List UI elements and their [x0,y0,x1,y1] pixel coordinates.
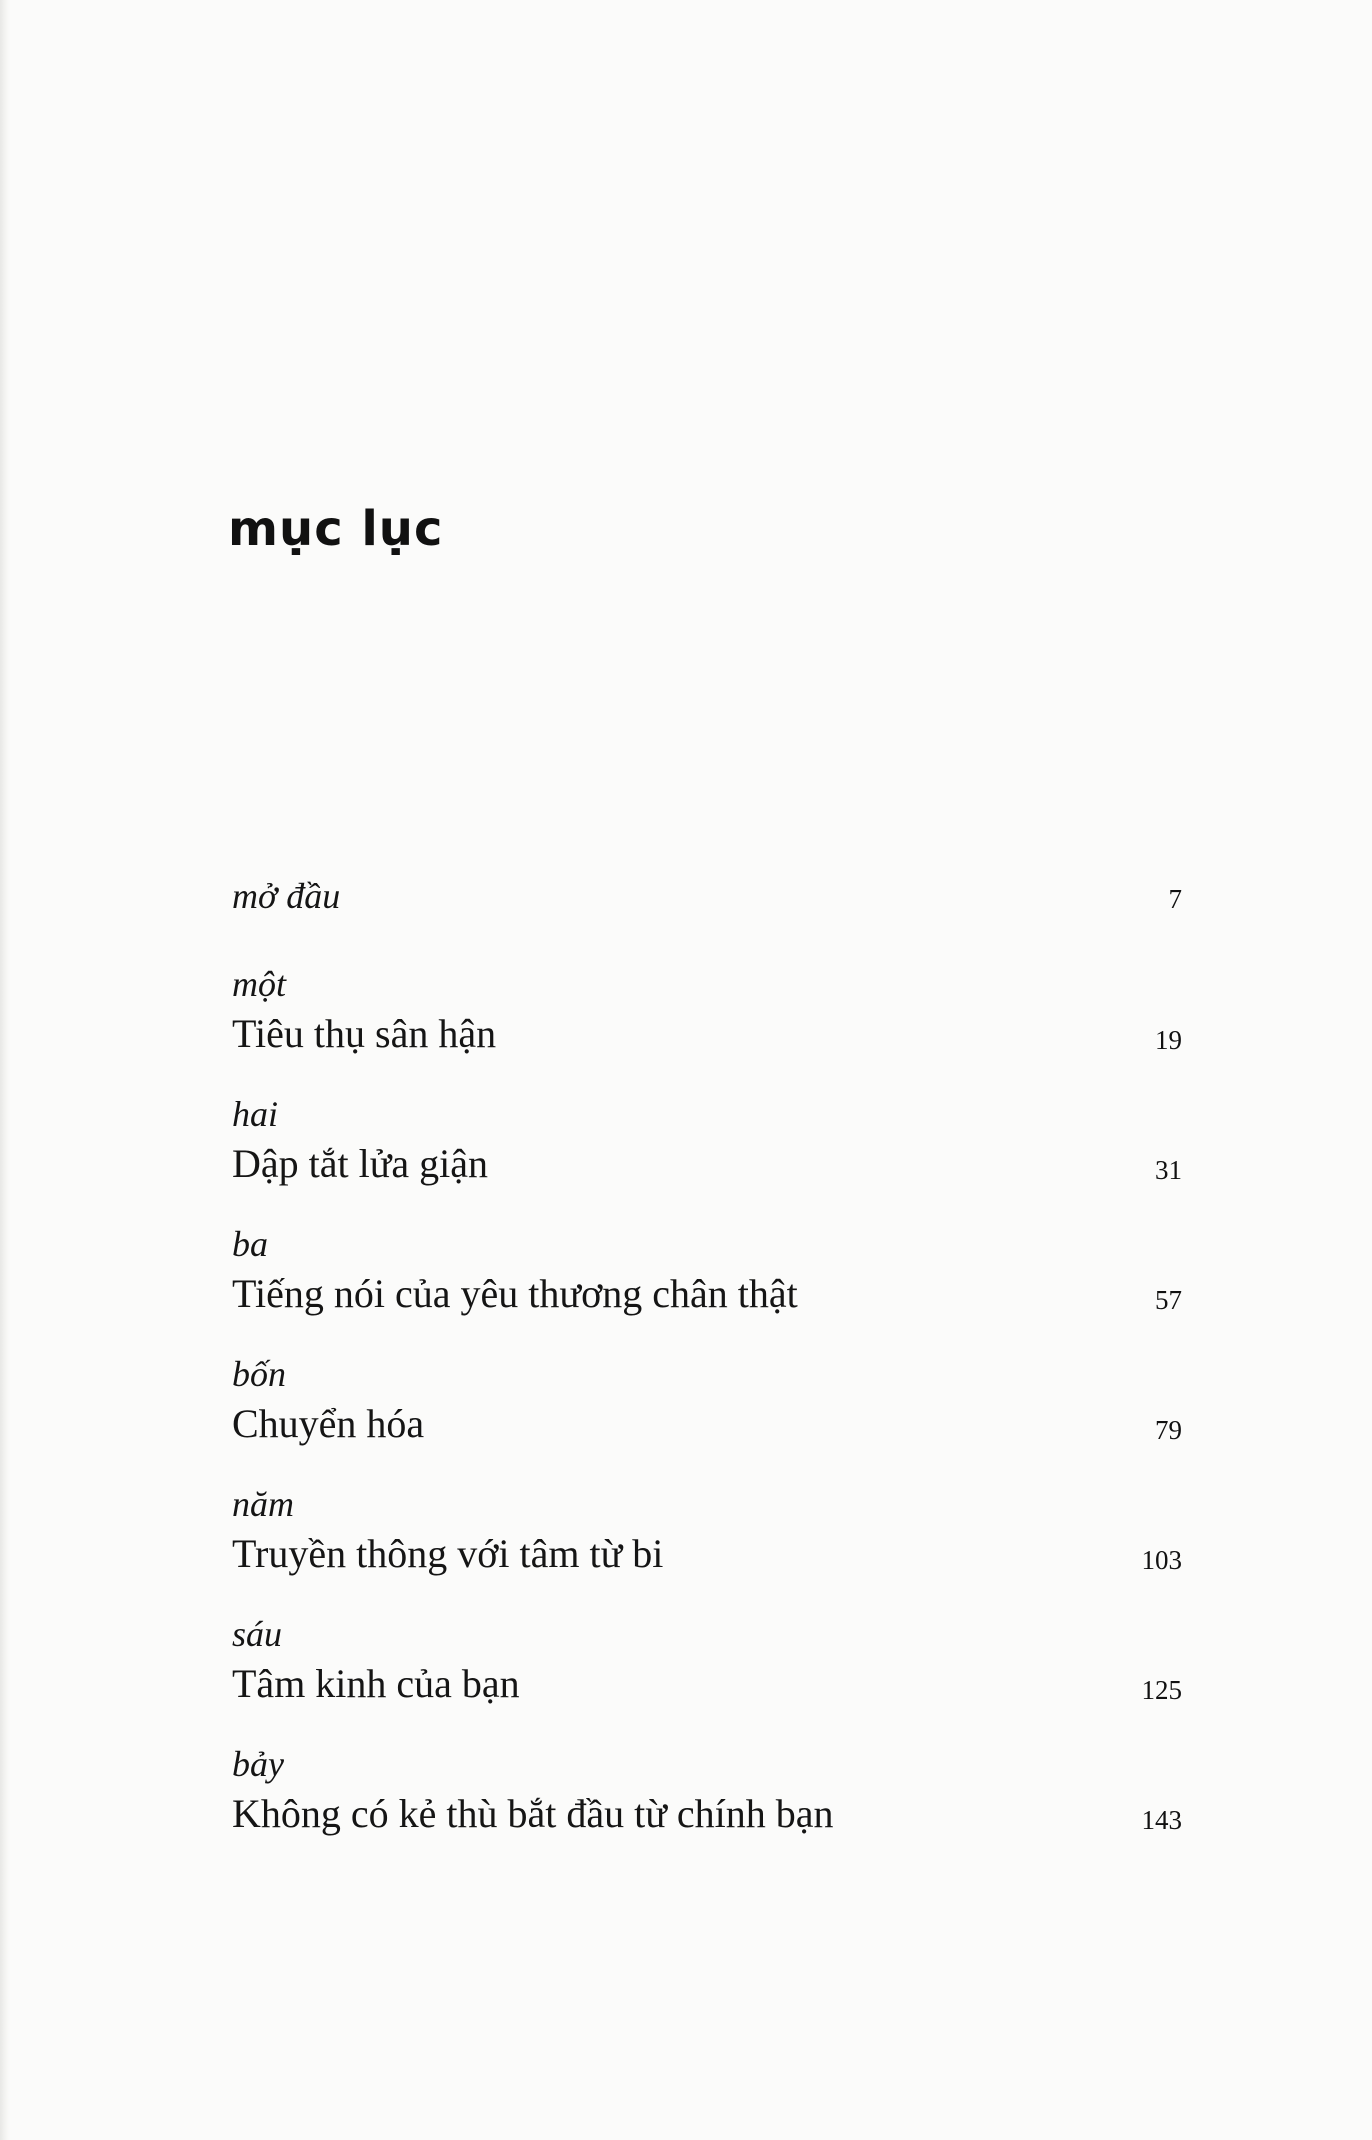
table-of-contents [232,878,1182,1876]
page-title: mục lục [228,501,444,557]
toc-entry-chapter-3[interactable] [232,1226,1182,1314]
toc-entry-chapter-6[interactable] [232,1616,1182,1704]
chapter-title: Tiếng nói của yêu thương chân thật [232,1271,798,1316]
chapter-label: hai [232,1094,279,1134]
chapter-page-number: 125 [1141,1675,1182,1705]
toc-entry-chapter-1[interactable] [232,966,1182,1054]
toc-entry-chapter-4[interactable] [232,1356,1182,1444]
chapter-title: Chuyển hóa [232,1401,425,1446]
toc-entry-chapter-2[interactable] [232,1096,1182,1184]
chapter-label: năm [232,1484,294,1524]
chapter-label: bốn [232,1354,286,1394]
chapter-page-number: 143 [1141,1805,1182,1835]
toc-entry-chapter-5[interactable] [232,1486,1182,1574]
chapter-title: Dập tắt lửa giận [232,1141,489,1186]
chapter-label: sáu [232,1614,283,1654]
chapter-title: Truyền thông với tâm từ bi [232,1531,664,1576]
chapter-title: Tâm kinh của bạn [232,1661,520,1706]
toc-entry-chapter-7[interactable] [232,1746,1182,1834]
toc-intro-label: mở đầu [232,876,341,916]
chapter-page-number: 19 [1155,1025,1182,1055]
chapter-title: Tiêu thụ sân hận [232,1011,497,1056]
chapter-label: bảy [232,1744,284,1784]
chapter-label: ba [232,1224,268,1264]
chapter-label: một [232,964,286,1004]
chapter-title: Không có kẻ thù bắt đầu từ chính bạn [232,1791,834,1836]
chapter-page-number: 79 [1155,1415,1182,1445]
toc-entry-intro[interactable] [232,878,1182,914]
chapter-page-number: 57 [1155,1285,1182,1315]
toc-intro-page: 7 [1168,884,1182,914]
chapter-page-number: 103 [1141,1545,1182,1575]
chapter-page-number: 31 [1155,1155,1182,1185]
page-edge-shadow [0,0,10,2140]
